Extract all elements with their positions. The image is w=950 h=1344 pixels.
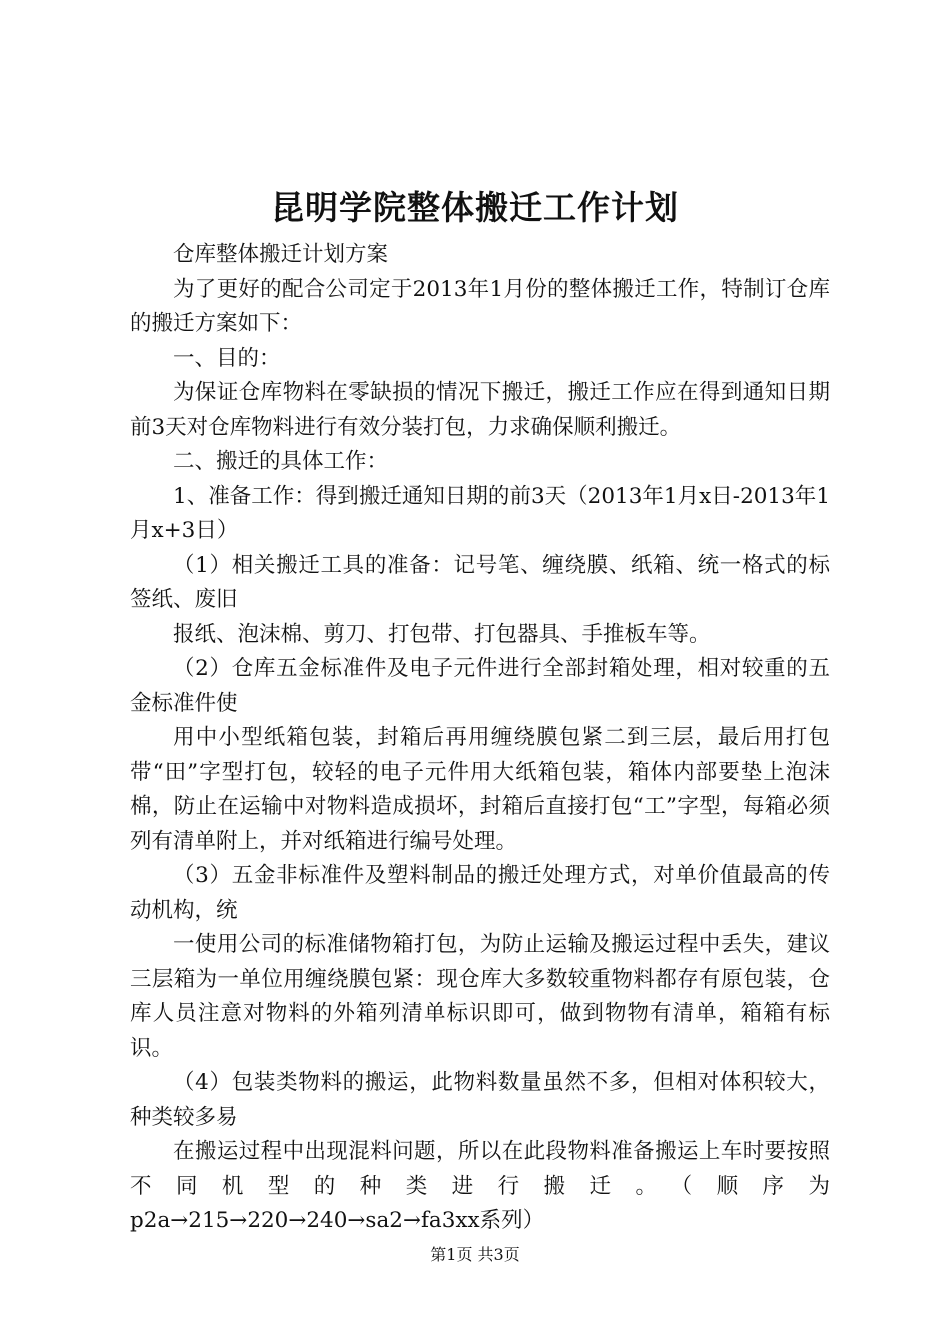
paragraph-item-3-cont: 一使用公司的标准储物箱打包，为防止运输及搬运过程中丢失，建议三层箱为一单位用缠绕膜包紧：现仓库大多数较重物料都存有原包装，仓库人员注意对物料的外箱列清单标识即可，做到物物有清单，箱箱有标识。 [130,932,830,1061]
page-number-footer: 第1页 共3页 [430,1245,520,1264]
paragraph-item-4-cont: 在搬运过程中出现混料问题，所以在此段物料准备搬运上车时要按照不同机型的种类进行搬迁。（顺序为 [130,1139,830,1199]
document-title: 昆明学院整体搬迁工作计划 [271,188,679,227]
section-heading-purpose: 一、目的： [173,345,281,371]
paragraph-item-1: （1）相关搬迁工具的准备：记号笔、缠绕膜、纸箱、统一格式的标签纸、废旧 [130,552,830,612]
paragraph-item-4-sequence: p2a→215→220→240→sa2→fa3xx系列） [130,1208,545,1233]
paragraph-item-1-cont: 报纸、泡沫棉、剪刀、打包带、打包器具、手推板车等。 [173,621,711,647]
paragraph-preparation: 1、准备工作：得到搬迁通知日期的前3天（2013年1月x日-2013年1月x+3日） [130,483,830,543]
document-body [130,238,830,1239]
section-heading-tasks: 二、搬迁的具体工作： [173,449,389,474]
paragraph-item-2-cont: 用中小型纸箱包装，封箱后再用缠绕膜包紧二到三层，最后用打包带“田”字型打包，较轻的电子元件用大纸箱包装，箱体内部要垫上泡沫棉，防止在运输中对物料造成损坏，封箱后直接打包“工”字型，每箱必须列有清单附上，并对纸箱进行编号处理。 [130,725,830,854]
paragraph-plan-heading: 仓库整体搬迁计划方案 [173,242,389,267]
paragraph-purpose: 为保证仓库物料在零缺损的情况下搬迁，搬迁工作应在得到通知日期前3天对仓库物料进行有效分装打包，力求确保顺利搬迁。 [130,380,830,440]
paragraph-intro: 为了更好的配合公司定于2013年1月份的整体搬迁工作，特制订仓库的搬迁方案如下： [130,276,830,336]
paragraph-item-2: （2）仓库五金标准件及电子元件进行全部封箱处理，相对较重的五金标准件使 [130,656,830,716]
paragraph-item-3: （3）五金非标准件及塑料制品的搬迁处理方式，对单价值最高的传动机构，统 [130,863,830,923]
paragraph-item-4: （4）包装类物料的搬运，此物料数量虽然不多，但相对体积较大，种类较多易 [130,1070,830,1130]
